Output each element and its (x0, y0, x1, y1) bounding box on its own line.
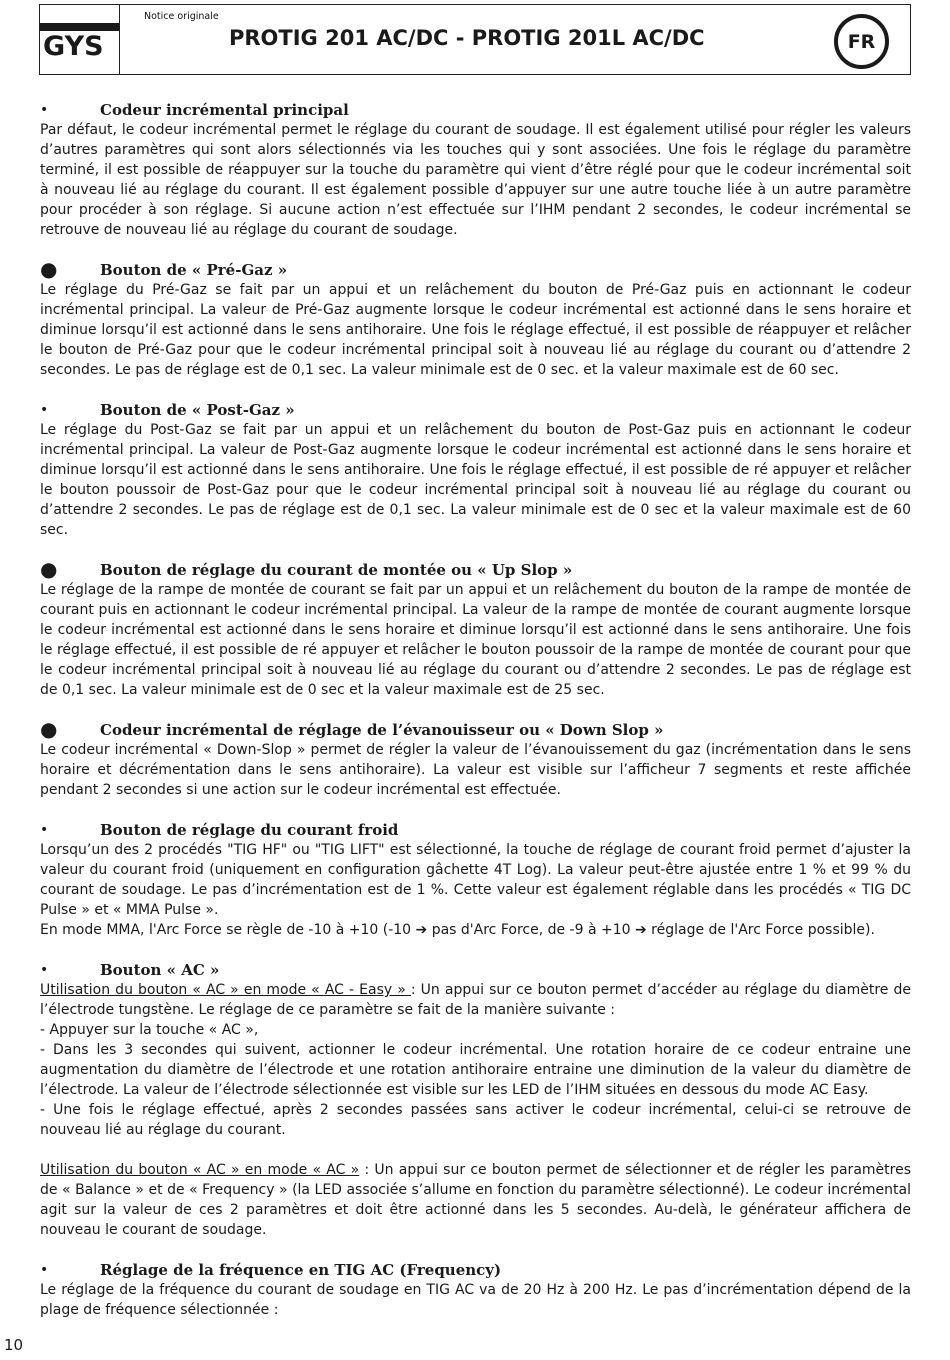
section-paragraph: Par défaut, le codeur incrémental permet le réglage du courant de soudage. Il est également utilisé pour régler les valeurs d’autres paramètres qui sont alors sélectionnés via les touches qui y sont associées. Une fois le réglage du paramètre terminé, il est possible de réappuyer sur la touche du paramètre qui vient d’être réglé pour que le codeur incrémental soit à nouveau lié au réglage du courant. Il est également possible d’appuyer sur une autre touche liée à un autre paramètre pour procéder à son réglage. Si aucune action n’est effectuée sur l’IHM pendant 2 secondes, le codeur incrémental se retrouve de nouveau lié au réglage du courant de soudage. (40, 122, 911, 238)
section-paragraph: Le réglage de la fréquence du courant de soudage en TIG AC va de 20 Hz à 200 Hz. Le pas d’incrémentation dépend de la plage de fréquence sélectionnée : (40, 1282, 911, 1318)
ac-easy-label: Utilisation du bouton « AC » en mode « AC - Easy » (40, 982, 411, 998)
section-heading (40, 820, 911, 840)
section-codeur-principal (40, 100, 911, 240)
section-bouton-ac (40, 960, 911, 1240)
ac-step: - Une fois le réglage effectué, après 2 secondes passées sans activer le codeur incrémental, celui-ci se retrouve de nouveau lié au réglage du courant. (40, 1102, 911, 1138)
section-frequency (40, 1260, 911, 1320)
notice-label: Notice originale (144, 11, 219, 22)
document-body (40, 100, 911, 1340)
section-up-slop (40, 557, 911, 700)
bullet-icon: • (40, 102, 49, 118)
bullet-icon: • (40, 1262, 49, 1278)
section-heading (40, 557, 911, 581)
page-number: 10 (4, 1336, 24, 1354)
bullet-icon: • (40, 822, 49, 838)
document-title: PROTIG 201 AC/DC - PROTIG 201L AC/DC (229, 26, 705, 50)
section-heading (40, 100, 911, 120)
ac-easy-text: : Un appui sur ce bouton permet d’accéder au réglage du diamètre de l’électrode tungstène. Le réglage de ce paramètre se fait de la manière suivante : (40, 982, 911, 1018)
section-title: Codeur incrémental principal (100, 101, 349, 119)
section-courant-froid (40, 820, 911, 940)
section-title: Bouton de réglage du courant de montée ou « Up Slop » (100, 561, 573, 579)
ac-mode-label: Utilisation du bouton « AC » en mode « AC » (40, 1162, 360, 1178)
section-paragraph: Lorsqu’un des 2 procédés "TIG HF" ou "TIG LIFT" est sélectionné, la touche de réglage de courant froid permet d’ajuster la valeur du courant froid (uniquement en configuration gâchette 4T Log). La valeur peut-être ajustée entre 1 % et 99 % du courant de soudage. Le pas d’incrémentation est de 1 %. Cette valeur est également réglable dans les procédés « TIG DC Pulse » et « MMA Pulse ». (40, 842, 911, 918)
section-paragraph: Le réglage de la rampe de montée de courant se fait par un appui et un relâchement du bouton de la rampe de montée de courant puis en actionnant le codeur incrémental principal. La valeur de la rampe de montée de courant augmente lorsque le codeur incrémental est actionné dans le sens horaire et diminue lorsqu’il est actionné dans le sens antihoraire. Une fois le réglage effectué, il est possible de ré appuyer et relâcher le bouton poussoir de la rampe de montée de courant pour que le codeur incrémental principal soit à nouveau lié au réglage du courant ou d’attendre 2 secondes. Le pas de réglage est de 0,1 sec. La valeur minimale est de 0 sec et la valeur maximale est de 25 sec. (40, 582, 911, 698)
bullet-icon: ● (40, 557, 58, 581)
section-paragraph: Le codeur incrémental « Down-Slop » permet de régler la valeur de l’évanouissement du gaz (incrémentation dans le sens horaire et décrémentation dans le sens antihoraire). La valeur est visible sur l’afficheur 7 segments et reste affichée pendant 2 secondes si une action sur le codeur incrémental est effectuée. (40, 742, 911, 798)
section-title: Codeur incrémental de réglage de l’évanouisseur ou « Down Slop » (100, 721, 664, 739)
bullet-icon: • (40, 962, 49, 978)
section-heading (40, 400, 911, 420)
ac-easy-paragraph (40, 980, 911, 1020)
logo-text: GYS (43, 31, 104, 62)
bullet-icon: ● (40, 257, 58, 281)
ac-mode-paragraph (40, 1160, 911, 1240)
section-heading (40, 960, 911, 980)
section-heading (40, 257, 911, 281)
paragraph-gap (40, 1140, 911, 1160)
section-heading (40, 1260, 911, 1280)
arc-force-paragraph: En mode MMA, l'Arc Force se règle de -10 à +10 (-10 ➔ pas d'Arc Force, de -9 à +10 ➔ réglage de l'Arc Force possible). (40, 922, 875, 938)
section-paragraph: Le réglage du Post-Gaz se fait par un appui et un relâchement du bouton de Post-Gaz puis en actionnant le codeur incrémental principal. La valeur de Post-Gaz augmente lorsque le codeur incrémental est actionné dans le sens horaire et diminue lorsqu’il est actionné dans le sens antihoraire. Une fois le réglage effectué, il est possible de ré appuyer et relâcher le bouton poussoir de Post-Gaz pour que le codeur incrémental principal soit à nouveau lié au réglage du courant ou d’attendre 2 secondes. Le pas de réglage est de 0,1 sec. La valeur minimale est de 0 sec et la valeur maximale est de 60 sec. (40, 422, 911, 538)
section-title: Réglage de la fréquence en TIG AC (Frequency) (100, 1261, 502, 1279)
section-heading (40, 717, 911, 741)
section-down-slop (40, 717, 911, 800)
bullet-icon: ● (40, 717, 58, 741)
page-header (39, 4, 911, 75)
ac-mode-text: : Un appui sur ce bouton permet de sélectionner et de régler les paramètres de « Balance » et de « Frequency » (la LED associée s’allume en fonction du paramètre sélectionné). Le codeur incrémental agit sur la valeur de ces 2 paramètres et doit être actionné dans les 5 secondes. Au-delà, le générateur affichera de nouveau le courant de soudage. (40, 1162, 911, 1238)
section-title: Bouton de réglage du courant froid (100, 821, 399, 839)
ac-step: - Dans les 3 secondes qui suivent, actionner le codeur incrémental. Une rotation horaire de ce codeur entraine une augmentation du diamètre de l’électrode et une rotation antihoraire entraine une diminution de la valeur du diamètre de l’électrode. La valeur de l’électrode sélectionnée est visible sur les LED de l’IHM situées en dessous du mode AC Easy. (40, 1042, 911, 1098)
language-badge: FR (834, 14, 889, 69)
bullet-icon: • (40, 402, 49, 418)
section-paragraph: Le réglage du Pré-Gaz se fait par un appui et un relâchement du bouton de Pré-Gaz puis en actionnant le codeur incrémental principal. La valeur de Pré-Gaz augmente lorsque le codeur incrémental est actionné dans le sens horaire et diminue lorsqu’il est actionné dans le sens antihoraire. Une fois le réglage effectué, il est possible de réappuyer et relâcher le bouton de Pré-Gaz pour que le codeur incrémental principal soit à nouveau lié au réglage du courant ou d’attendre 2 secondes. Le pas de réglage est de 0,1 sec. La valeur minimale est de 0 sec. et la valeur maximale est de 60 sec. (40, 282, 911, 378)
section-title: Bouton « AC » (100, 961, 220, 979)
section-title: Bouton de « Pré-Gaz » (100, 261, 288, 279)
ac-step: - Appuyer sur la touche « AC », (40, 1022, 259, 1038)
section-title: Bouton de « Post-Gaz » (100, 401, 295, 419)
section-pre-gaz (40, 257, 911, 380)
section-post-gaz (40, 400, 911, 540)
gys-logo (40, 5, 120, 74)
logo-bar (40, 23, 119, 31)
